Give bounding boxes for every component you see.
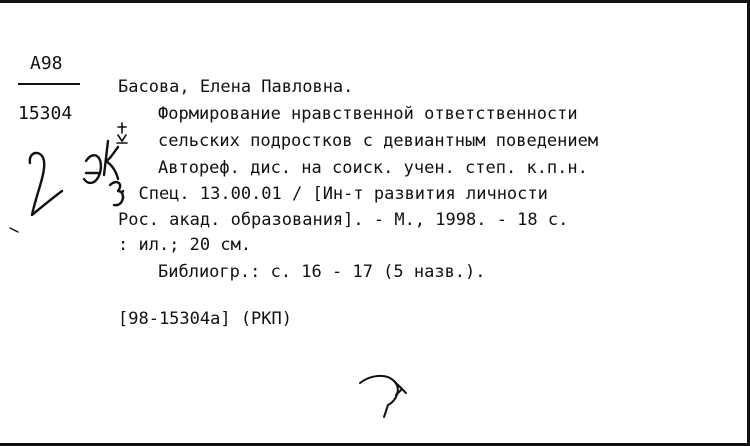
- title-line-1: Формирование нравственной ответственности: [158, 104, 578, 124]
- description-line-1: : Спец. 13.00.01 / [Ин-т развития личности: [118, 184, 548, 204]
- author-line: Басова, Елена Павловна.: [118, 77, 354, 97]
- description-line-2: Рос. акад. образования]. - М., 1998. - 18 с.: [118, 210, 569, 230]
- title-line-3: Автореф. дис. на соиск. учен. степ. к.п.н.: [158, 158, 588, 178]
- bibliography-line: Библиогр.: с. 16 - 17 (5 назв.).: [158, 262, 486, 282]
- description-line-3: : ил.; 20 см.: [118, 235, 252, 255]
- stray-pencil-mark: [8, 225, 22, 235]
- record-id-line: [98-15304а] (РКП): [118, 309, 292, 329]
- title-line-2: сельских подростков с девиантным поведением: [158, 131, 599, 151]
- classification-rule: [18, 83, 80, 85]
- classification-code: A98: [30, 53, 63, 74]
- accession-number: 15304: [18, 103, 73, 124]
- scribble-mark: [356, 367, 416, 423]
- pencil-tick-mark: [112, 121, 132, 157]
